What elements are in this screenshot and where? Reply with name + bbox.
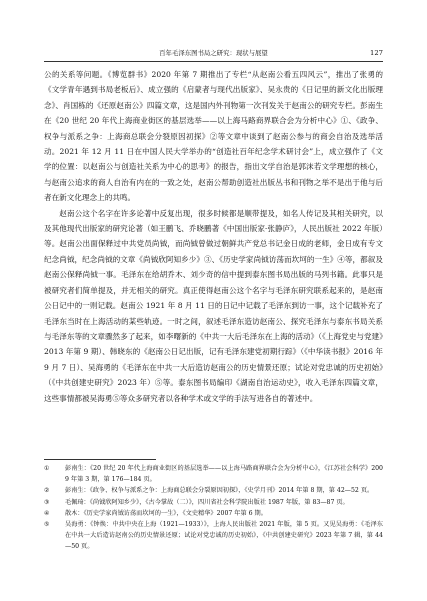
footnote-text: 彭南生：《20 世纪 20 年代上海商业街区的基层选举——以上海马路商界联合会为分析中心》，《江苏社会科学》2009 年第 3 期，第 176—184 页。 (65, 465, 383, 484)
footnotes (44, 463, 383, 553)
footnote-5 (44, 519, 383, 553)
body-text (44, 67, 383, 406)
footnote-marker: ② (44, 487, 50, 495)
footnote-text: 毛佩琦：《尚钺欣阿知乡少》，《古今掌故（二）》，四川省社会科学院出版社 1987 年版，第 83—87 页。 (65, 498, 349, 506)
footnote-1 (44, 463, 383, 485)
paragraph-continued: 公的关系等问题。《博览群书》2020 年第 7 期推出了专栏“从赵南公看五四风云”，推出了张勇的《文学青年遇到书局老板后》、成立强的《启蒙者与现代出版家》、吴永贵的《日记里的新文化出版理念》、肖国栋的《还原赵南公》四篇文章，这是国内外刊物第一次刊发关于赵南公的研究专栏。彭南生在《20 世纪 20 年代上海商业街区的基层选举——以上海马路商界联合会为分析中心》①、《政争、权争与派系之争：上海商总联会分裂原因初探》②等文章中谈到了赵南公参与的商会自治及选举活动。2021 年 12 月 11 日在中国人民大学举办的“创造社百年纪念学术研讨会”上，成立强作了《文学的位置：以赵南公与创造社关系为中心的思考》的报告，指出文学自治是郭沫若文学理想的核心，与赵南公追求的商人自治有内在的一致之处，赵南公帮助创造社出版丛书和刊物之举不是出于他与后者在新文化理念上的共鸣。 (44, 70, 383, 203)
header-divider (44, 61, 383, 62)
footnote-text: 散木：《历史学家尚钺访荡而坎坷的一生》，《文史精华》2007 年第 6 期。 (65, 509, 267, 517)
footnote-3 (44, 497, 383, 508)
page-number: 127 (370, 49, 383, 57)
footnote-marker: ③ (44, 498, 50, 506)
footnote-text: 吴海勇：《钟焕：中共中央在上海（1921—1933）》，上海人民出版社 2021 年版，第 5 页。又见吴海勇：《毛泽东在中共一大后造访赵南公的历史情景还原；试论对党忠诚的历史初始》，《中共创建史研究》2023 年第 7 辑，第 44—50 页。 (65, 521, 383, 551)
footnote-4 (44, 508, 383, 519)
paragraph: 赵南公这个名字在许多论著中反复出现，很多时候都是顺带提及，如名人传记及其相关研究，以及其他现代出版家的研究论著（如王鹏飞、乔晓鹏著《中国出版家·张静庐》，人民出版社 2022 年版）等。赵南公出面保释过中共党员尚钺，而尚钺曾做过朝鲜共产党总书记金日成的老师，金日成有专文纪念尚钺，纪念尚钺的文章《尚钺欣阿知乡少》③、《历史学家尚钺访荡而坎坷的一生》④等，都叙及赵南公保释尚钺一事。毛泽东在给胡乔木、刘少奇的信中提到泰东图书局出版的马列书籍。此事只是被研究者们简单提及，并无相关的研究。真正使得赵南公这个名字与毛泽东研究联系起来的，是赵南公日记中的一则记载。赵南公 1921 年 8 月 11 日的日记中记载了毛泽东到访一事，这个记载补充了毛泽东当时在上海活动的某些轨迹。一时之间，叙述毛泽东造访赵南公、探究毛泽东与泰东书局关系与毛泽东等的文章骤然多了起来，如李曙新的《中共一大后毛泽东在上海的活动》（《上海党史与党建》2013 年第 9 期）、韩晓东的《赵南公日记出版，记有毛泽东建党初期行踪》（《中华读书报》2016 年 9 月 7 日）、吴海勇的《毛泽东在中共一大后造访赵南公的历史情景还原；试论对党忠诚的历史初始》（《中共创建史研究》2023 年）⑤等。泰东图书局编印《湖南自治运动史》，收入毛泽东四篇文章，这些事情都被吴海勇⑤等众多研究者以各种学术或文学的手法写进各自的著述中。 (44, 208, 383, 403)
footnote-marker: ① (44, 465, 50, 472)
running-title: 百年毛泽东图书局之研究：现状与展望 (159, 49, 268, 57)
footnote-marker: ④ (44, 509, 50, 517)
footnote-divider (44, 459, 156, 460)
footnote-2 (44, 485, 383, 496)
footnote-marker: ⑤ (44, 521, 50, 529)
running-header (44, 47, 383, 59)
footnote-text: 彭南生：《政争、权争与派系之争：上海商总联会分裂原因初探》，《史学月刊》2014 年第 8 期，第 42—52 页。 (65, 487, 374, 495)
